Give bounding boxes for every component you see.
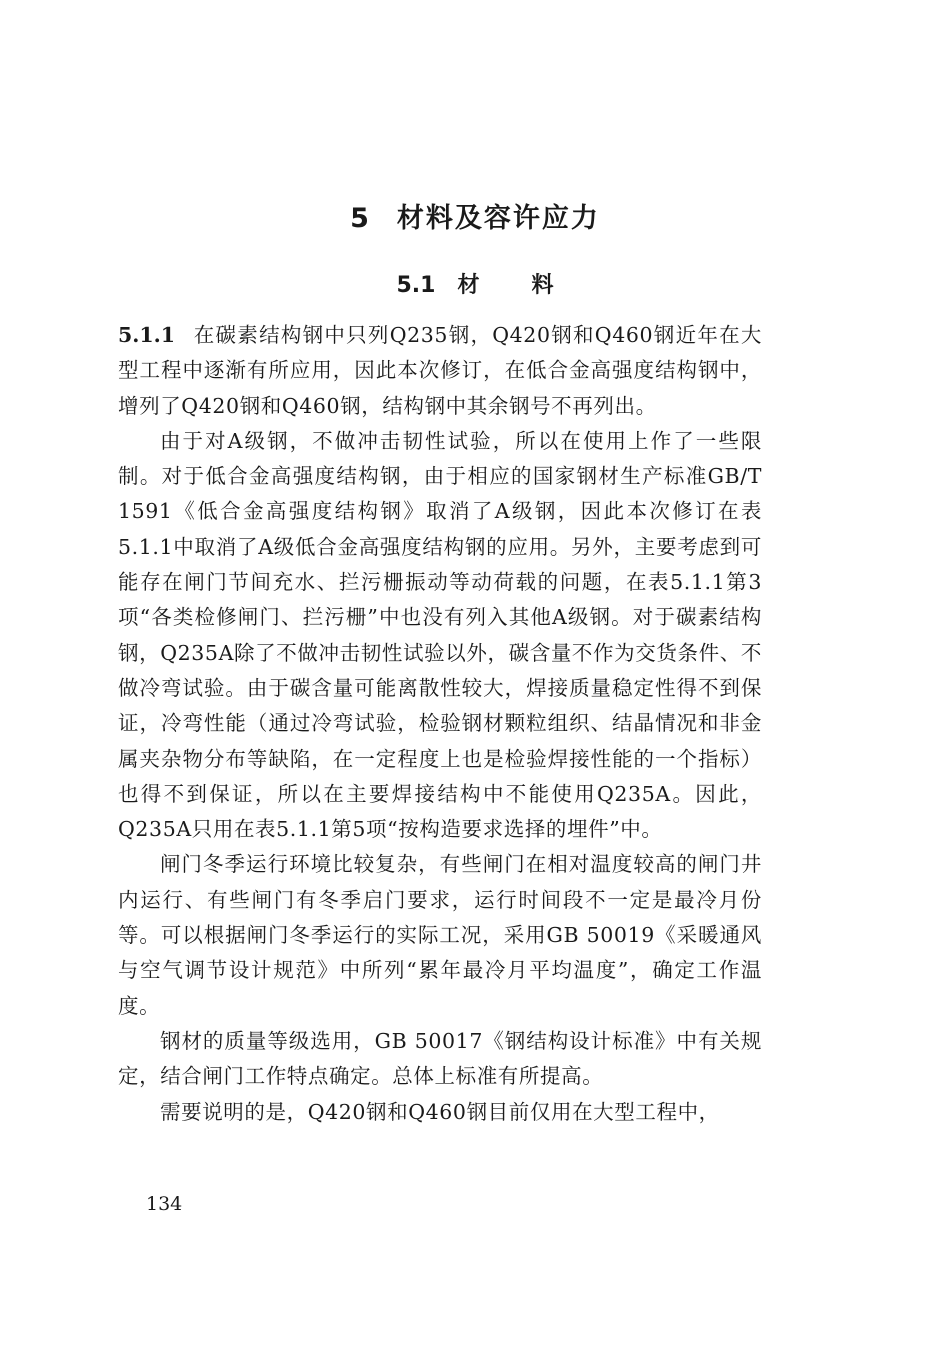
section-title-char-2: 料 <box>531 273 554 298</box>
page-number: 134 <box>146 1193 183 1215</box>
section-number: 5.1 <box>396 273 436 298</box>
chapter-title: 材料及容许应力 <box>396 203 600 234</box>
chapter-number: 5 <box>350 203 371 234</box>
clause-number: 5.1.1 <box>118 323 176 347</box>
chapter-heading <box>0 196 950 235</box>
section-title-char-1: 材 <box>457 273 480 298</box>
paragraph-3: 钢材的质量等级选用，GB 50017《钢结构设计标准》中有关规定，结合闸门工作特点确定。总体上标准有所提高。 <box>118 1028 762 1089</box>
body-text <box>118 318 762 1130</box>
clause-paragraph <box>118 318 762 424</box>
section-heading <box>0 268 950 299</box>
paragraph-1: 由于对A级钢，不做冲击韧性试验，所以在使用上作了一些限制。对于低合金高强度结构钢，由于相应的国家钢材生产标准GB/T 1591《低合金高强度结构钢》取消了A级钢，因此本次修订在表5.1.1中取消了A级低合金高强度结构钢的应用。另外，主要考虑到可能存在闸门节间充水、拦污栅振动等动荷载的问题，在表5.1.1第3项“各类检修闸门、拦污栅”中也没有列入其他A级钢。对于碳素结构钢，Q235A除了不做冲击韧性试验以外，碳含量不作为交货条件、不做冷弯试验。由于碳含量可能离散性较大，焊接质量稳定性得不到保证，冷弯性能（通过冷弯试验，检验钢材颗粒组织、结晶情况和非金属夹杂物分布等缺陷，在一定程度上也是检验焊接性能的一个指标）也得不到保证，所以在主要焊接结构中不能使用Q235A。因此，Q235A只用在表5.1.1第5项“按构造要求选择的埋件”中。 <box>118 428 762 842</box>
paragraph-2: 闸门冬季运行环境比较复杂，有些闸门在相对温度较高的闸门井内运行、有些闸门有冬季启门要求，运行时间段不一定是最冷月份等。可以根据闸门冬季运行的实际工况，采用GB 50019《采暖通风与空气调节设计规范》中所列“累年最冷月平均温度”，确定工作温度。 <box>118 852 762 1018</box>
clause-text: 在碳素结构钢中只列Q235钢，Q420钢和Q460钢近年在大型工程中逐渐有所应用，因此本次修订，在低合金高强度结构钢中，增列了Q420钢和Q460钢，结构钢中其余钢号不再列出。 <box>118 323 762 418</box>
paragraph-4: 需要说明的是，Q420钢和Q460钢目前仅用在大型工程中， <box>160 1099 720 1124</box>
